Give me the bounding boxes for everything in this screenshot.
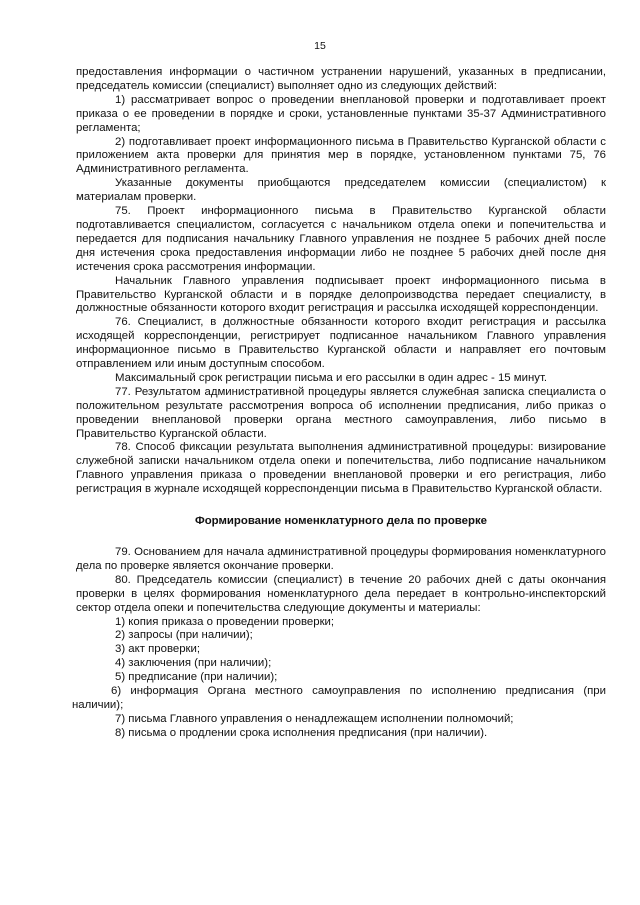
paragraph-documents: Указанные документы приобщаются председателем комиссии (специалистом) к материалам проверки.	[76, 177, 606, 204]
paragraph-79: 79. Основанием для начала административной процедуры формирования номенклатурного дела по проверке является окончание проверки.	[76, 546, 606, 572]
list-item: 4) заключения (при наличии);	[115, 657, 272, 670]
list-item-1: 1) рассматривает вопрос о проведении внеплановой проверки и подготавливает проект приказа о ее проведении в порядке и сроки, установленные пунктами 35-37 Административного регламента;	[76, 93, 606, 134]
list-item: 7) письма Главного управления о ненадлежащем исполнении полномочий;	[115, 712, 514, 725]
paragraph-80: 80. Председатель комиссии (специалист) в течение 20 рабочих дней с даты окончания проверки в целях формирования номенклатурного дела передает в контрольно-инспекторский сектор отдела опеки и попечительства следующие документы и материалы:	[76, 573, 606, 614]
paragraph-continuation: предоставления информации о частичном устранении нарушений, указанных в предписании, председатель комиссии (специалист) выполняет одно из следующих действий:	[76, 66, 606, 92]
paragraph-max-time: Максимальный срок регистрации письма и его рассылки в один адрес - 15 минут.	[115, 371, 548, 384]
list-item: 3) акт проверки;	[115, 643, 201, 656]
paragraph-77: 77. Результатом административной процедуры является служебная записка специалиста о положительном результате рассмотрения вопроса об исполнении предписания, либо приказ о проведении внеплановой проверки органа местного самоуправления, либо письмо в Правительство Курганской области.	[76, 385, 606, 440]
paragraph-75: 75. Проект информационного письма в Правительство Курганской области подготавливается специалистом, согласуется с начальником отдела опеки и попечительства и передается для подписания начальнику Главного управления не позднее 5 рабочих дней после дня истечения срока предоставления информации либо не позднее 5 рабочих дней после дня истечения срока рассмотрения информации.	[76, 205, 606, 273]
list-item-2: 2) подготавливает проект информационного письма в Правительство Курганской области с приложением акта проверки для принятия мер в порядке, установленном пунктами 75, 76 Административного регламента.	[76, 135, 606, 176]
paragraph-76: 76. Специалист, в должностные обязанности которого входит регистрация и рассылка исходящей корреспонденции, регистрирует подписанное начальником Главного управления информационное письмо в Правительство Курганской области и направляет его почтовым отправлением или иным доступным способом.	[76, 316, 606, 371]
paragraph-78: 78. Способ фиксации результата выполнения административной процедуры: визирование служебной записки начальником отдела опеки и попечительства, либо подписание начальником Главного управления приказа о проведении внеплановой проверки и его регистрация, либо регистрация в журнале исходящей корреспонденции письма в Правительство Курганской области.	[76, 441, 606, 496]
list-item: 1) копия приказа о проведении проверки;	[115, 615, 335, 628]
list-item: 5) предписание (при наличии);	[115, 671, 278, 684]
list-item: 8) письма о продлении срока исполнения предписания (при наличии).	[115, 726, 488, 739]
list-item: 2) запросы (при наличии);	[115, 629, 253, 642]
section-heading: Формирование номенклатурного дела по проверке	[195, 515, 487, 528]
page-number: 15	[314, 40, 326, 52]
document-body	[72, 66, 606, 741]
list-item: 6) информация Органа местного самоуправления по исполнению предписания (при наличии);	[72, 685, 606, 711]
paragraph-head-signs: Начальник Главного управления подписывает проект информационного письма в Правительство Курганской области и в порядке делопроизводства передает специалисту, в должностные обязанности которого входит регистрация и рассылка исходящей корреспонденции.	[76, 274, 606, 315]
